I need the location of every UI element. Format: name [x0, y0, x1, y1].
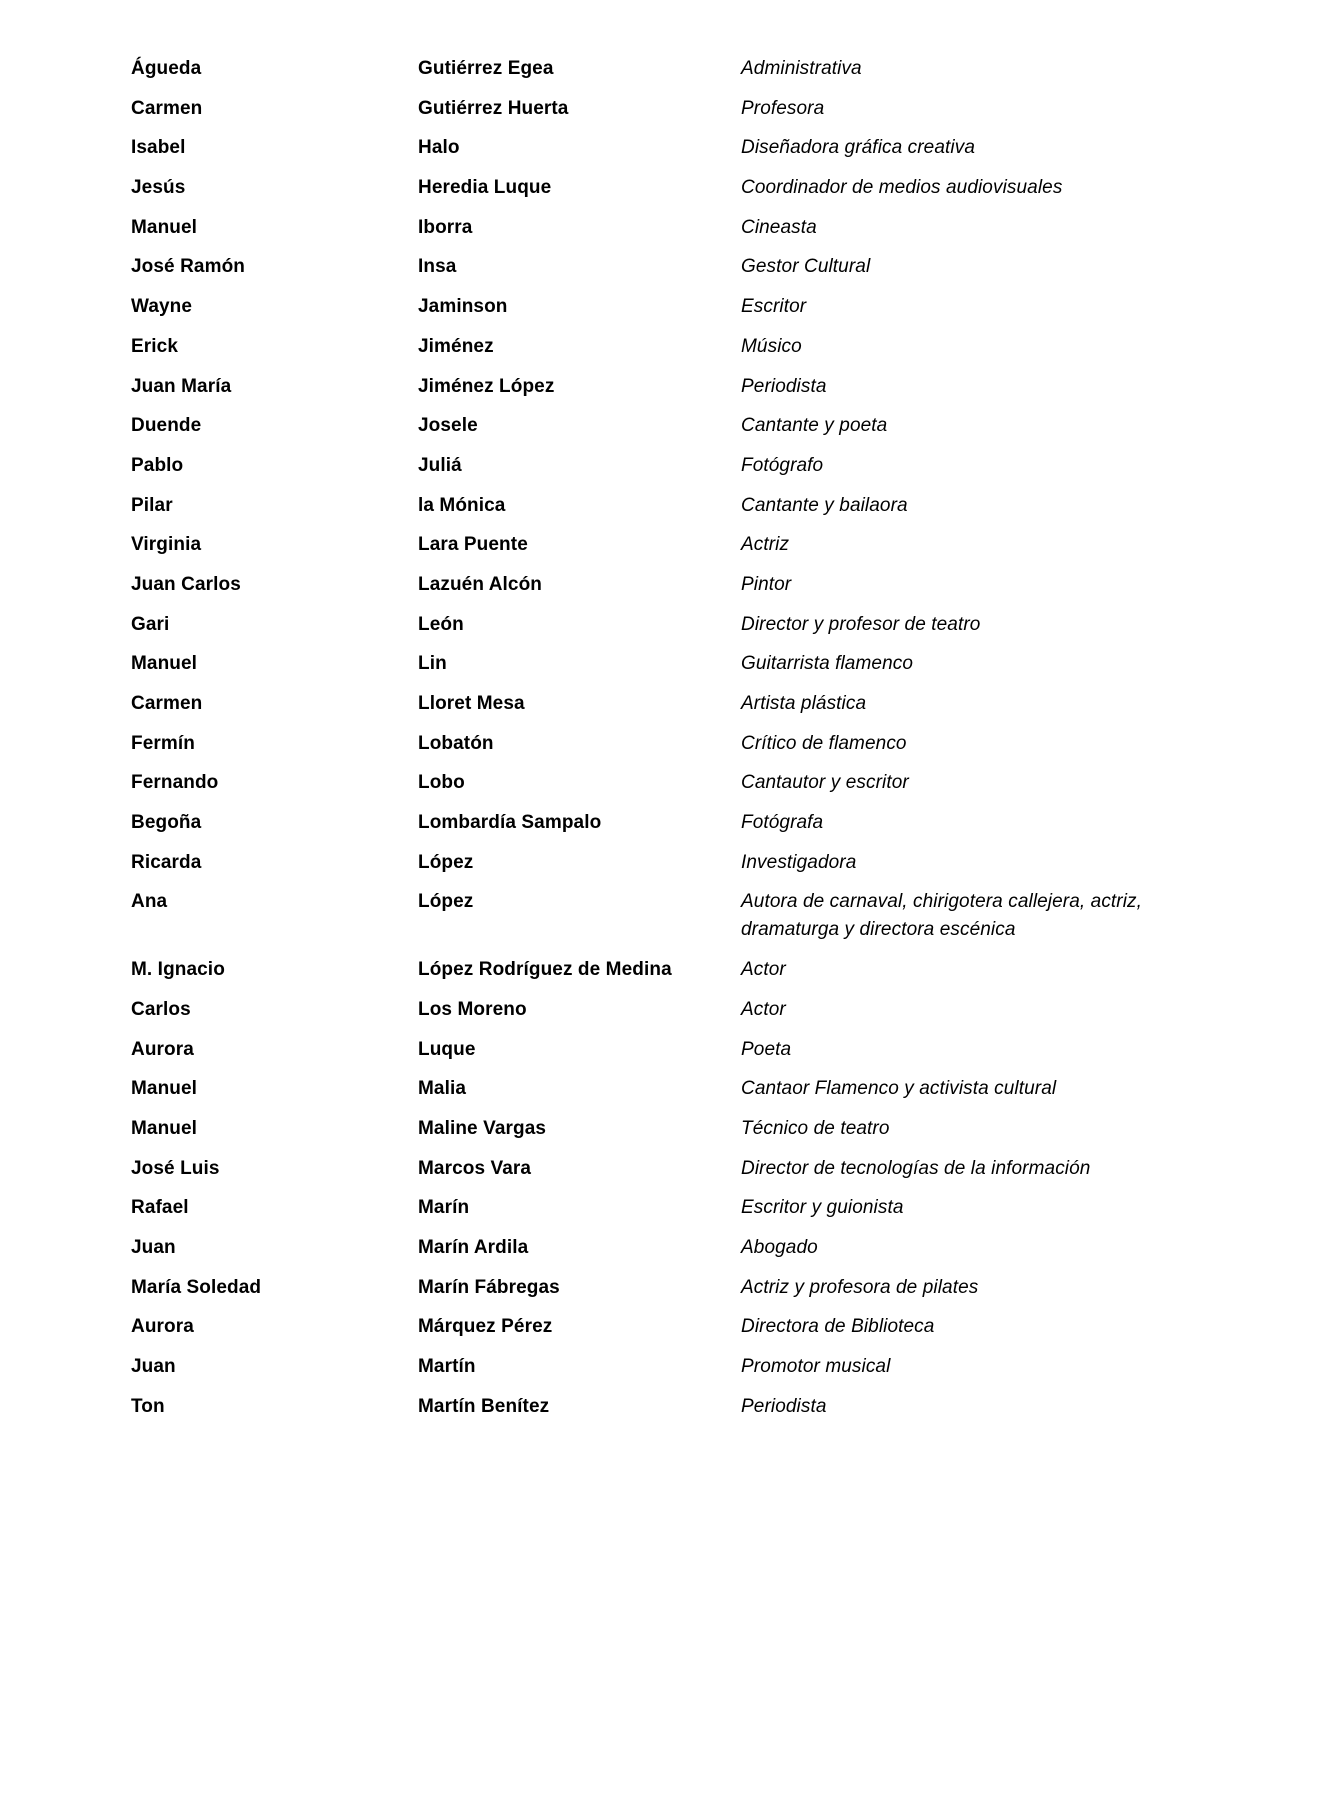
- last-name-cell: la Mónica: [418, 494, 506, 516]
- table-row: [131, 333, 1298, 361]
- first-name-cell: Virginia: [131, 534, 202, 556]
- first-name-cell: Juan Carlos: [131, 573, 241, 595]
- role-cell: Cantautor y escritor: [741, 772, 909, 794]
- first-name-cell: Fermín: [131, 732, 195, 754]
- first-name-cell: Manuel: [131, 216, 198, 238]
- table-row: [131, 611, 1298, 639]
- first-name-cell: Isabel: [131, 137, 186, 159]
- role-cell: Promotor musical: [741, 1356, 891, 1377]
- role-cell: Cineasta: [741, 216, 817, 238]
- role-cell: Diseñadora gráfica creativa: [741, 137, 975, 159]
- people-list: [131, 55, 1298, 1421]
- first-name-cell: Rafael: [131, 1197, 189, 1219]
- table-row: [131, 214, 1298, 242]
- last-name-cell: Maline Vargas: [418, 1117, 547, 1139]
- last-name-cell: León: [418, 613, 464, 635]
- role-cell: Periodista: [741, 1395, 827, 1417]
- role-cell: Profesora: [741, 97, 825, 119]
- role-cell: Gestor Cultural: [741, 256, 871, 278]
- table-row: [131, 373, 1298, 401]
- table-row: [131, 1393, 1298, 1421]
- role-cell: Cantante y bailaora: [741, 494, 908, 516]
- last-name-cell: Marín Fábregas: [418, 1276, 560, 1298]
- last-name-cell: Heredia Luque: [418, 177, 552, 199]
- first-name-cell: Ana: [131, 891, 168, 913]
- first-name-cell: Ton: [131, 1395, 165, 1417]
- last-name-cell: Iborra: [418, 216, 473, 238]
- role-cell: Director y profesor de teatro: [741, 613, 981, 635]
- table-row: [131, 1155, 1298, 1183]
- first-name-cell: Manuel: [131, 1117, 198, 1139]
- first-name-cell: Carmen: [131, 693, 203, 714]
- table-row: [131, 1274, 1298, 1302]
- first-name-cell: Manuel: [131, 1078, 198, 1100]
- last-name-cell: Halo: [418, 137, 460, 159]
- first-name-cell: José Ramón: [131, 256, 245, 278]
- last-name-cell: Marcos Vara: [418, 1157, 532, 1179]
- first-name-cell: Gari: [131, 613, 170, 635]
- table-row: [131, 888, 1298, 944]
- first-name-cell: Juan: [131, 1356, 176, 1377]
- table-row: [131, 55, 1298, 83]
- role-cell: Artista plástica: [741, 693, 867, 714]
- last-name-cell: Lobatón: [418, 732, 494, 754]
- table-row: [131, 1313, 1298, 1341]
- last-name-cell: Lazuén Alcón: [418, 573, 543, 595]
- last-name-cell: Jiménez López: [418, 375, 555, 397]
- first-name-cell: Carmen: [131, 97, 203, 119]
- role-cell: Fotógrafa: [741, 812, 824, 834]
- table-row: [131, 1353, 1298, 1381]
- table-row: [131, 730, 1298, 758]
- role-cell: Abogado: [741, 1236, 818, 1258]
- table-row: [131, 650, 1298, 678]
- table-row: [131, 769, 1298, 797]
- last-name-cell: Jiménez: [418, 335, 494, 357]
- role-cell: Poeta: [741, 1038, 792, 1060]
- last-name-cell: Juliá: [418, 454, 462, 476]
- first-name-cell: Juan: [131, 1236, 176, 1258]
- last-name-cell: Lin: [418, 653, 447, 675]
- last-name-cell: López Rodríguez de Medina: [418, 959, 672, 981]
- last-name-cell: Jaminson: [418, 296, 508, 318]
- role-cell: Músico: [741, 335, 802, 357]
- last-name-cell: Josele: [418, 415, 478, 437]
- role-cell: Periodista: [741, 375, 827, 397]
- first-name-cell: Duende: [131, 415, 202, 437]
- first-name-cell: Carlos: [131, 998, 191, 1020]
- role-cell: Investigadora: [741, 851, 857, 873]
- table-row: [131, 690, 1298, 718]
- first-name-cell: José Luis: [131, 1157, 220, 1179]
- first-name-cell: Manuel: [131, 653, 198, 675]
- role-cell: Coordinador de medios audiovisuales: [741, 177, 1063, 199]
- last-name-cell: Lobo: [418, 772, 465, 794]
- role-cell: Cantante y poeta: [741, 415, 888, 437]
- last-name-cell: Malia: [418, 1078, 467, 1100]
- last-name-cell: Marín Ardila: [418, 1236, 529, 1258]
- first-name-cell: Begoña: [131, 812, 202, 834]
- role-cell: Escritor y guionista: [741, 1197, 904, 1219]
- last-name-cell: Lloret Mesa: [418, 693, 525, 714]
- table-row: [131, 452, 1298, 480]
- table-row: [131, 996, 1298, 1024]
- role-cell: Guitarrista flamenco: [741, 653, 914, 675]
- first-name-cell: Wayne: [131, 296, 193, 318]
- first-name-cell: Juan María: [131, 375, 232, 397]
- first-name-cell: Pablo: [131, 454, 184, 476]
- table-row: [131, 809, 1298, 837]
- first-name-cell: M. Ignacio: [131, 959, 225, 981]
- role-cell: Actor: [741, 959, 786, 981]
- table-row: [131, 1115, 1298, 1143]
- last-name-cell: Martín Benítez: [418, 1395, 550, 1417]
- table-row: [131, 849, 1298, 877]
- table-row: [131, 571, 1298, 599]
- role-cell: Actriz y profesora de pilates: [741, 1276, 979, 1298]
- table-row: [131, 1194, 1298, 1222]
- first-name-cell: Aurora: [131, 1038, 194, 1060]
- last-name-cell: Lombardía Sampalo: [418, 812, 602, 834]
- role-cell: Director de tecnologías de la información: [741, 1157, 1091, 1179]
- last-name-cell: Lara Puente: [418, 534, 528, 556]
- last-name-cell: Márquez Pérez: [418, 1316, 553, 1338]
- table-row: [131, 174, 1298, 202]
- last-name-cell: Los Moreno: [418, 998, 527, 1020]
- last-name-cell: Martín: [418, 1356, 476, 1377]
- first-name-cell: Jesús: [131, 177, 186, 199]
- table-row: [131, 1234, 1298, 1262]
- table-row: [131, 95, 1298, 123]
- role-cell: Pintor: [741, 573, 792, 595]
- first-name-cell: Erick: [131, 335, 178, 357]
- role-cell: Actriz: [741, 534, 790, 556]
- last-name-cell: Gutiérrez Egea: [418, 58, 554, 79]
- first-name-cell: Pilar: [131, 494, 173, 516]
- table-row: [131, 492, 1298, 520]
- table-row: [131, 1075, 1298, 1103]
- role-cell: Fotógrafo: [741, 454, 824, 476]
- table-row: [131, 412, 1298, 440]
- role-cell: Escritor: [741, 296, 807, 318]
- last-name-cell: López: [418, 851, 474, 873]
- table-row: [131, 293, 1298, 321]
- table-row: [131, 253, 1298, 281]
- table-row: [131, 134, 1298, 162]
- last-name-cell: Luque: [418, 1038, 476, 1060]
- role-cell: Autora de carnaval, chirigotera callejera, actriz, dramaturga y directora escénica: [741, 891, 1143, 941]
- first-name-cell: Fernando: [131, 772, 219, 794]
- role-cell: Cantaor Flamenco y activista cultural: [741, 1078, 1057, 1100]
- first-name-cell: Aurora: [131, 1316, 194, 1338]
- table-row: [131, 1036, 1298, 1064]
- role-cell: Administrativa: [741, 58, 862, 79]
- role-cell: Directora de Biblioteca: [741, 1316, 935, 1338]
- last-name-cell: López: [418, 891, 474, 913]
- first-name-cell: Ricarda: [131, 851, 202, 873]
- table-row: [131, 956, 1298, 984]
- first-name-cell: María Soledad: [131, 1276, 262, 1298]
- role-cell: Crítico de flamenco: [741, 732, 907, 754]
- first-name-cell: Águeda: [131, 58, 202, 79]
- table-row: [131, 531, 1298, 559]
- last-name-cell: Marín: [418, 1197, 470, 1219]
- role-cell: Técnico de teatro: [741, 1117, 890, 1139]
- last-name-cell: Insa: [418, 256, 457, 278]
- last-name-cell: Gutiérrez Huerta: [418, 97, 569, 119]
- role-cell: Actor: [741, 998, 786, 1020]
